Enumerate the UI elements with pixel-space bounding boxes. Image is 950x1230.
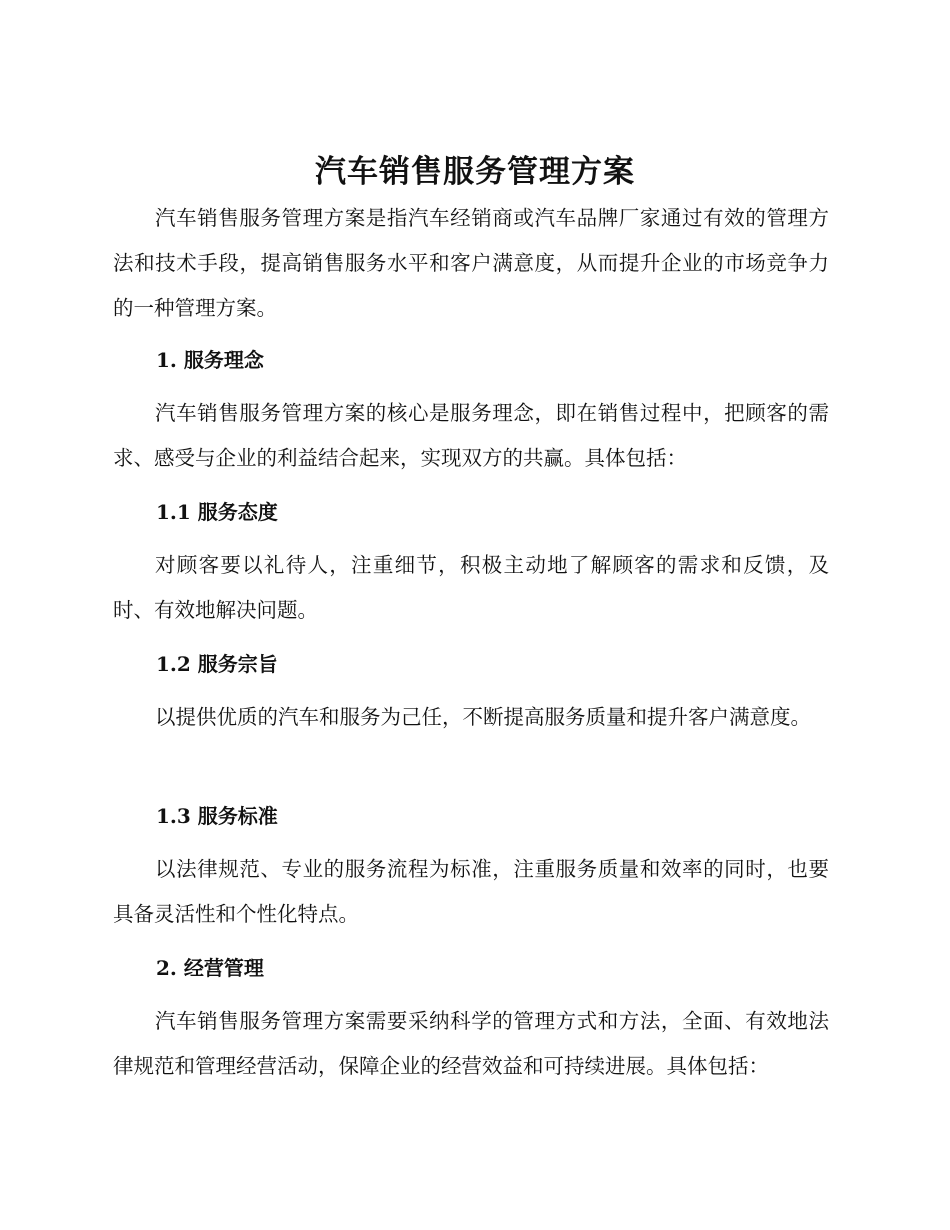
document-title: 汽车销售服务管理方案 [315, 154, 635, 190]
section-paragraph-service-philosophy: 汽车销售服务管理方案的核心是服务理念，即在销售过程中，把顾客的需求、感受与企业的利益结合起来，实现双方的共赢。具体包括： [113, 401, 829, 470]
section-heading-business-management: 2. 经营管理 [156, 956, 264, 980]
intro-paragraph: 汽车销售服务管理方案是指汽车经销商或汽车品牌厂家通过有效的管理方法和技术手段，提高销售服务水平和客户满意度，从而提升企业的市场竞争力的一种管理方案。 [113, 206, 829, 320]
section-paragraph-business-management: 汽车销售服务管理方案需要采纳科学的管理方式和方法，全面、有效地法律规范和管理经营活动，保障企业的经营效益和可持续进展。具体包括： [113, 1009, 829, 1078]
section-heading-service-attitude: 1.1 服务态度 [156, 500, 278, 524]
section-heading-service-purpose: 1.2 服务宗旨 [156, 652, 278, 676]
section-paragraph-service-attitude: 对顾客要以礼待人，注重细节，积极主动地了解顾客的需求和反馈，及时、有效地解决问题。 [113, 553, 829, 622]
section-paragraph-service-standard: 以法律规范、专业的服务流程为标准，注重服务质量和效率的同时，也要具备灵活性和个性化特点。 [113, 857, 829, 926]
section-paragraph-service-purpose: 以提供优质的汽车和服务为己任，不断提高服务质量和提升客户满意度。 [155, 705, 811, 729]
section-heading-service-philosophy: 1. 服务理念 [156, 348, 264, 372]
section-heading-service-standard: 1.3 服务标准 [156, 804, 278, 828]
